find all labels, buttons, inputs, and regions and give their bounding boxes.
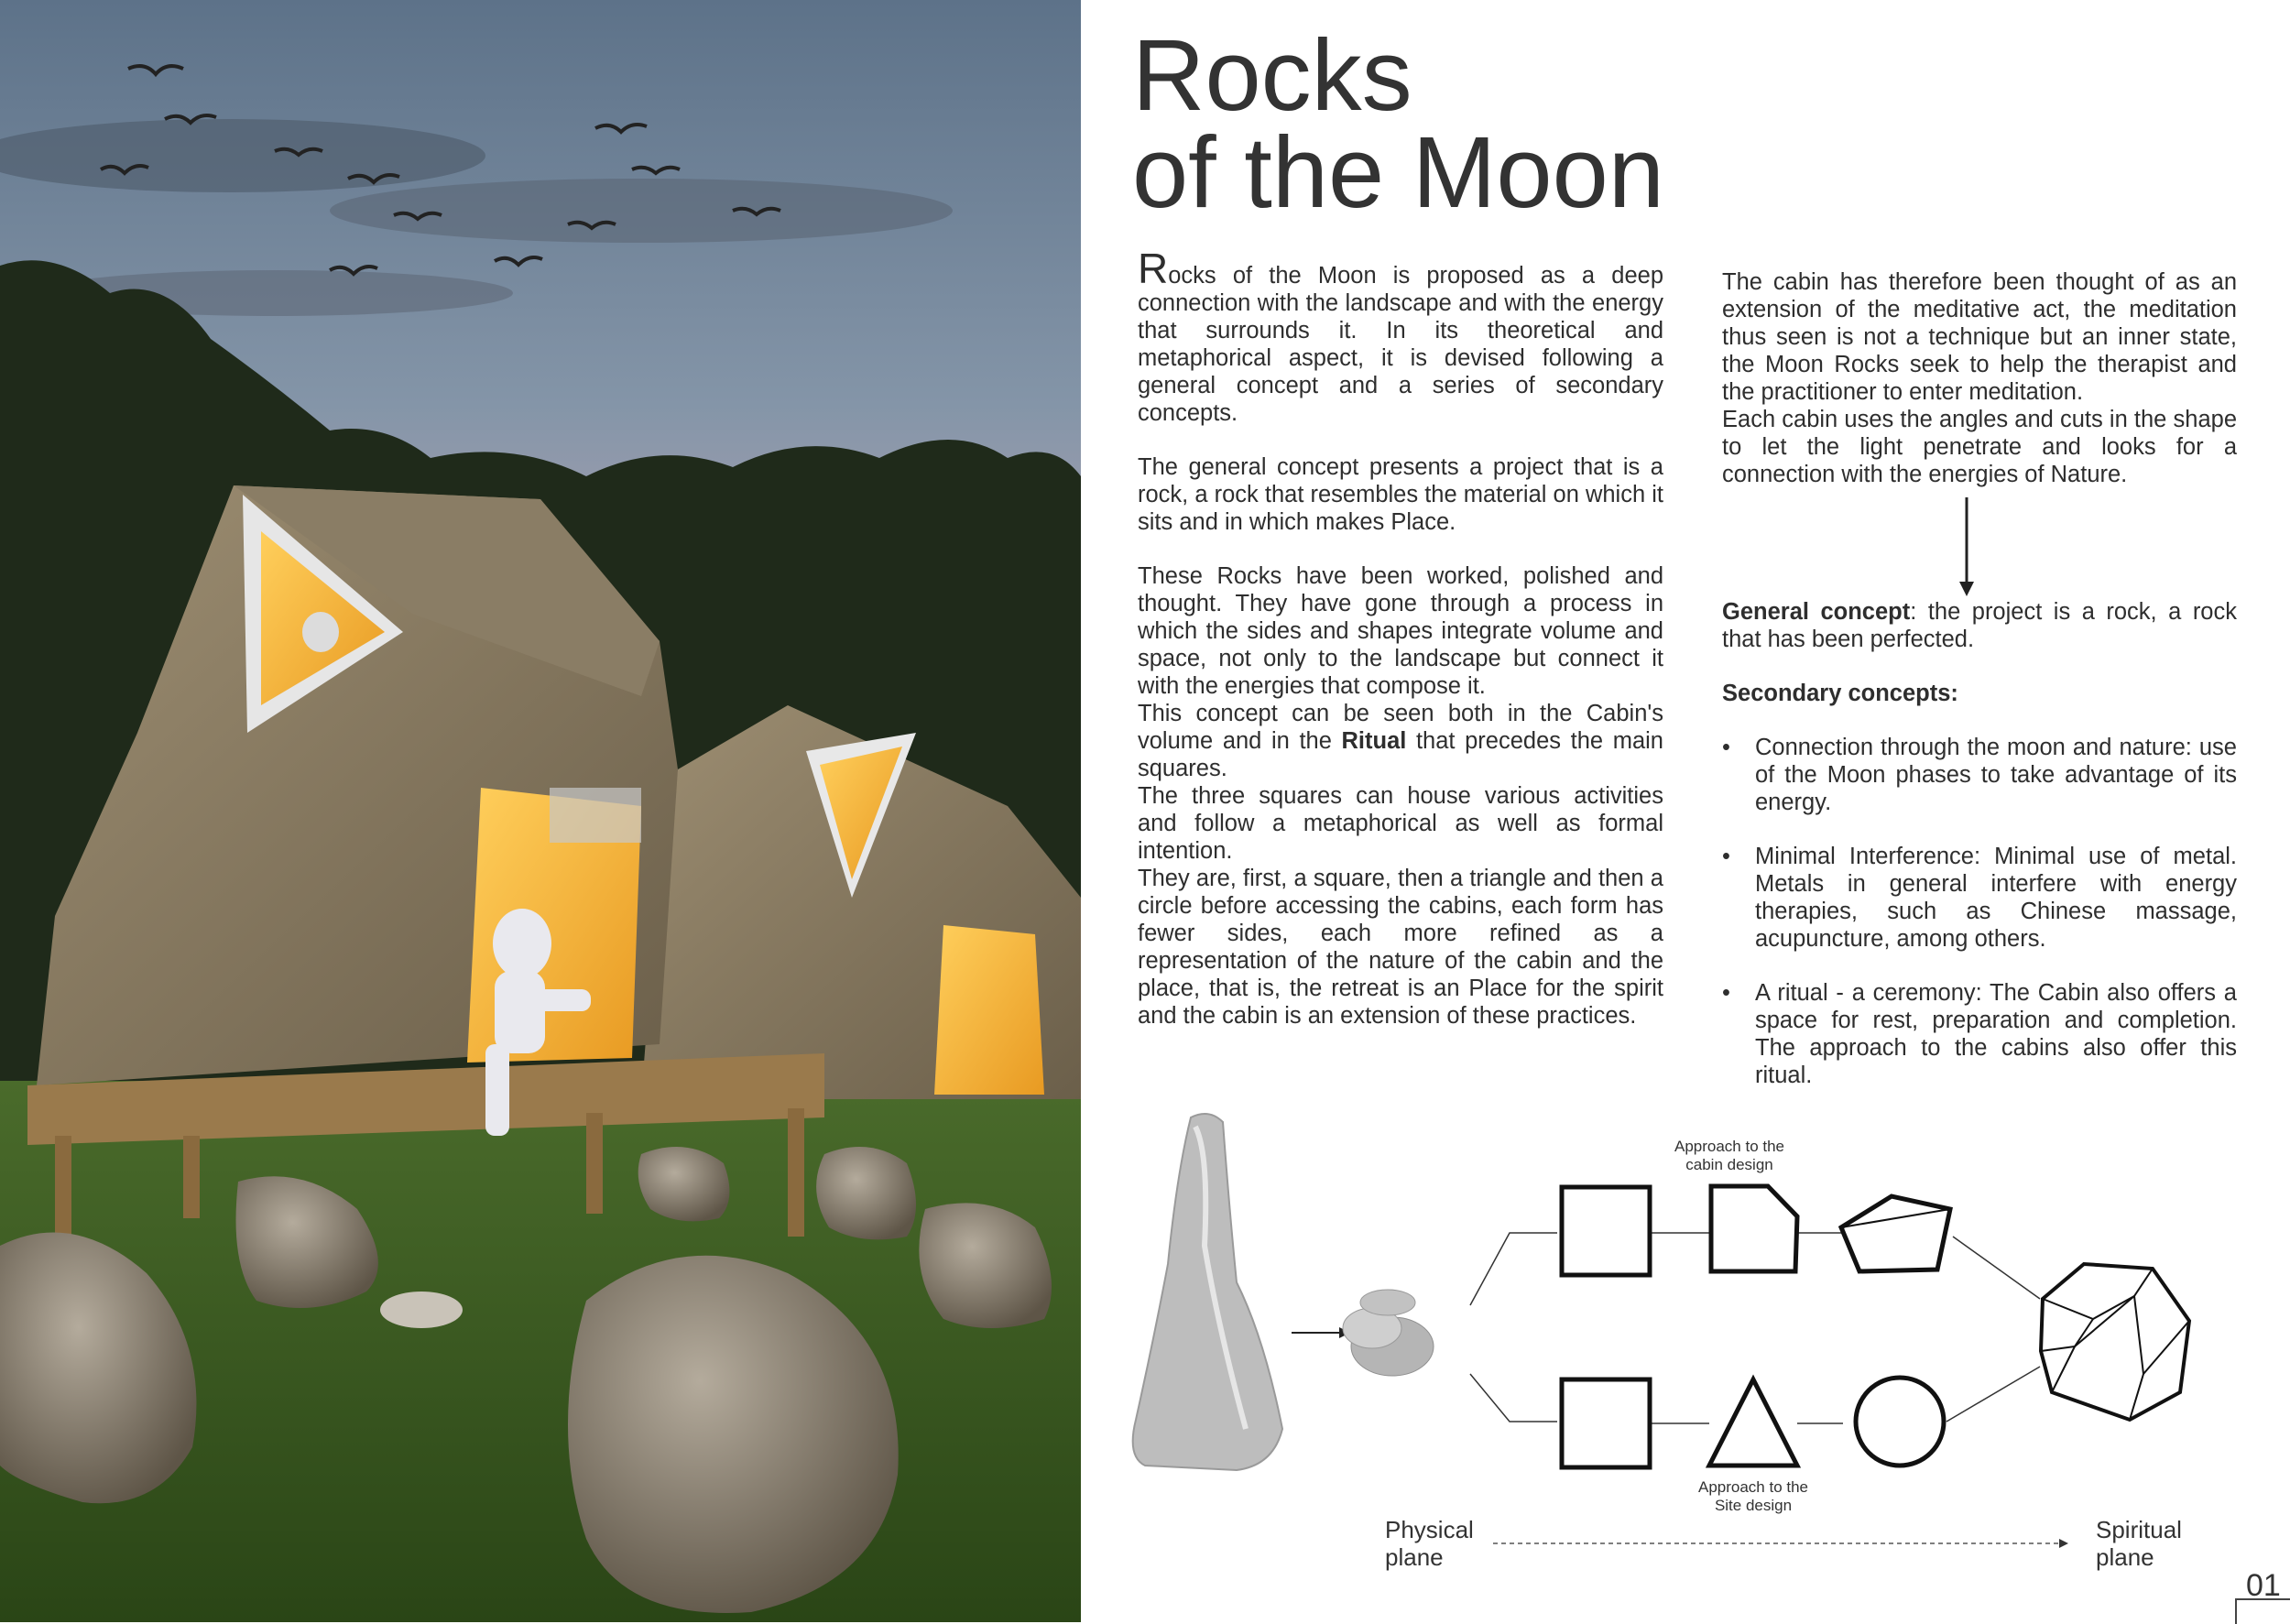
faceted-gem-icon xyxy=(2041,1264,2189,1420)
page-title xyxy=(1132,19,1664,229)
bullet-ritual: • A ritual - a ceremony: The Cabin also offers a space for rest, preparation and completion. The approach to the cabins also offer this ritual. xyxy=(1722,979,2237,1089)
pentagon-shape-icon xyxy=(1841,1196,1950,1271)
cut-square-shape-icon xyxy=(1711,1186,1797,1271)
triangle-shape-icon xyxy=(1709,1379,1797,1466)
title-line-1: Rocks xyxy=(1132,19,1412,132)
meditation-paragraph: The cabin has therefore been thought of as an extension of the meditative act, the meditation thus seen is not a technique but an inner state, the Moon Rocks seek to help the therapist and the practitioner to enter meditation. xyxy=(1722,269,2237,405)
right-arrow-icon xyxy=(1292,1327,1350,1338)
secondary-concepts-heading: Secondary concepts: xyxy=(1722,681,1958,706)
title-line-2: of the Moon xyxy=(1132,116,1664,229)
shapes-paragraph: They are, first, a square, then a triangle and then a circle before accessing the cabins, each form has fewer sides, each more refined as a representation of the nature of the cabin and the place, that is, the retreat is an Place for the spirit and the cabin is an extension of these practices. xyxy=(1138,866,1663,1029)
intro-text: ocks of the Moon is proposed as a deep connection with the landscape and with the energy that surrounds it. In its theoretical and metaphorical aspect, it is devised following a general concept and a series of secondary concepts. xyxy=(1138,263,1663,426)
monolith-rock-icon xyxy=(1133,1114,1282,1470)
stacked-stones-icon xyxy=(1343,1290,1434,1376)
physical-to-spiritual-arrow xyxy=(1493,1539,2068,1548)
ritual-bold: Ritual xyxy=(1341,728,1407,754)
page-number-bracket xyxy=(2235,1598,2290,1624)
cabin-render-image xyxy=(0,0,1081,1622)
bullet-minimal-interference: • Minimal Interference: Minimal use of metal. Metals in general interfere with energy therapies, such as Chinese massage, acupuncture, among others. xyxy=(1722,843,2237,953)
circle-shape-icon xyxy=(1856,1378,1944,1466)
general-concept-text: : the project is a rock, a rock that has been perfected. xyxy=(1722,599,2237,652)
general-concept-label: General concept xyxy=(1722,599,1911,625)
page-number: 01 xyxy=(2246,1568,2281,1603)
physical-plane-label: Physical plane xyxy=(1385,1516,1474,1571)
general-concept-statement xyxy=(1722,598,2237,653)
left-text-column xyxy=(1138,245,1663,1030)
ritual-text-before: This concept can be seen both in the Cabin's volume and in the xyxy=(1138,701,1663,754)
square-shape-icon xyxy=(1562,1187,1650,1275)
down-arrow-icon xyxy=(1948,497,1985,598)
squares-paragraph: The three squares can house various activities and follow a metaphorical as well as formal intention. xyxy=(1138,783,1663,864)
ritual-text-after: that precedes the main squares. xyxy=(1138,728,1663,781)
concept-diagram xyxy=(1127,1099,2263,1594)
site-design-label: Approach to the Site design xyxy=(1697,1478,1809,1514)
drop-cap: R xyxy=(1138,245,1169,292)
right-text-column xyxy=(1722,268,2237,1089)
bullet-moon-connection: • Connection through the moon and nature: use of the Moon phases to take advantage of its energy. xyxy=(1722,734,2237,816)
spiritual-plane-label: Spiritual plane xyxy=(2096,1516,2182,1571)
light-paragraph: Each cabin uses the angles and cuts in the shape to let the light penetrate and looks for a connection with the energies of Nature. xyxy=(1722,407,2237,487)
cabin-design-label: Approach to the cabin design xyxy=(1674,1138,1785,1173)
square-site-icon xyxy=(1562,1379,1650,1467)
intro-paragraph xyxy=(1138,245,1663,427)
ritual-paragraph xyxy=(1138,700,1663,782)
general-concept-paragraph: The general concept presents a project that is a rock, a rock that resembles the material on which it sits and in which makes Place. xyxy=(1138,454,1663,535)
rocks-paragraph: These Rocks have been worked, polished and thought. They have gone through a process in which the sides and shapes integrate volume and space, not only to the landscape but connect it with the energies that compose it. xyxy=(1138,563,1663,699)
